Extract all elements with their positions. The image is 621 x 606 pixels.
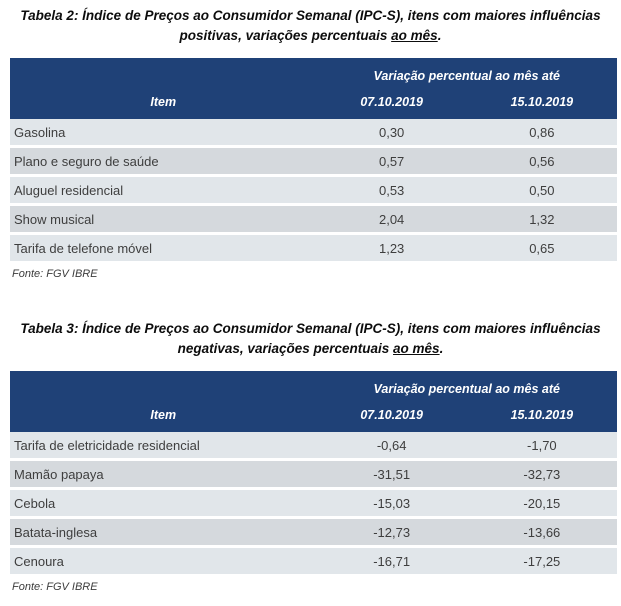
value-cell-1510: 1,32 (529, 211, 555, 227)
table-row (10, 548, 617, 577)
table-2-title-body: : Índice de Preços ao Consumidor Semanal (IPC-S), itens com maiores influências positivas, variações percentuais (73, 8, 601, 43)
value-cell-1510: 0,86 (529, 124, 555, 140)
table-2-title (11, 6, 611, 46)
table-3-title-body: : Índice de Preços ao Consumidor Semanal (IPC-S), itens com maiores influências negativas, variações percentuais (73, 321, 601, 356)
table-3-body (10, 432, 617, 577)
source-note: Fonte: FGV IBRE (12, 581, 98, 593)
table-3-header-date-1510: 15.10.2019 (510, 407, 574, 422)
source-note: Fonte: FGV IBRE (12, 268, 98, 280)
table-row (10, 119, 617, 148)
section-table-3 (0, 319, 621, 593)
value-cell-1510: -20,15 (523, 495, 561, 511)
value-cell-0710: 0,53 (378, 182, 405, 198)
value-cell-1510: 0,65 (529, 240, 555, 256)
value-cell-0710: 2,04 (378, 211, 405, 227)
value-cell-0710: -31,51 (373, 466, 411, 482)
value-cell-0710: -15,03 (373, 495, 411, 511)
item-cell: Tarifa de telefone móvel (14, 240, 153, 256)
positive-influences-table (10, 58, 617, 264)
value-cell-0710: 1,23 (378, 240, 405, 256)
value-cell-1510: -17,25 (523, 553, 561, 569)
item-cell: Batata-inglesa (14, 524, 98, 540)
table-2-header (10, 58, 617, 119)
table-3-header-group: Variação percentual ao mês até (373, 382, 560, 396)
table-row (10, 148, 617, 177)
table-3-header-item: Item (150, 407, 177, 422)
value-cell-0710: -0,64 (376, 437, 407, 453)
item-cell: Show musical (14, 211, 95, 227)
table-row (10, 206, 617, 235)
table-2-header-item: Item (150, 94, 177, 109)
item-cell: Tarifa de eletricidade residencial (14, 437, 200, 453)
table-3-header (10, 371, 617, 432)
table-row (10, 461, 617, 490)
value-cell-1510: -32,73 (523, 466, 561, 482)
negative-influences-table (10, 371, 617, 577)
item-cell: Cenoura (14, 553, 64, 569)
table-row (10, 177, 617, 206)
table-row (10, 432, 617, 461)
value-cell-0710: -12,73 (373, 524, 411, 540)
item-cell: Aluguel residencial (14, 182, 124, 198)
value-cell-0710: 0,30 (378, 124, 405, 140)
table-3-title (11, 319, 611, 359)
item-cell: Gasolina (14, 124, 66, 140)
item-cell: Mamão papaya (14, 466, 104, 482)
item-cell: Plano e seguro de saúde (14, 153, 159, 169)
table-row (10, 490, 617, 519)
table-2-title-suffix: . (437, 28, 442, 43)
value-cell-0710: -16,71 (373, 553, 411, 569)
value-cell-1510: -1,70 (527, 437, 557, 453)
value-cell-1510: -13,66 (523, 524, 561, 540)
table-2-header-group: Variação percentual ao mês até (373, 69, 560, 83)
section-table-2 (0, 6, 621, 280)
value-cell-1510: 0,56 (529, 153, 555, 169)
table-3-title-suffix: . (439, 341, 444, 356)
table-row (10, 235, 617, 264)
item-cell: Cebola (14, 495, 56, 511)
table-2-title-underlined: ao mês (391, 28, 438, 43)
table-2-body (10, 119, 617, 264)
table-row (10, 519, 617, 548)
table-2-title-label: Tabela 2 (20, 8, 74, 23)
value-cell-1510: 0,50 (529, 182, 555, 198)
table-3-title-label: Tabela 3 (20, 321, 74, 336)
table-2-header-date-0710: 07.10.2019 (360, 94, 423, 109)
value-cell-0710: 0,57 (378, 153, 405, 169)
table-3-header-date-0710: 07.10.2019 (360, 407, 423, 422)
table-2-header-date-1510: 15.10.2019 (510, 94, 574, 109)
table-3-title-underlined: ao mês (393, 341, 440, 356)
